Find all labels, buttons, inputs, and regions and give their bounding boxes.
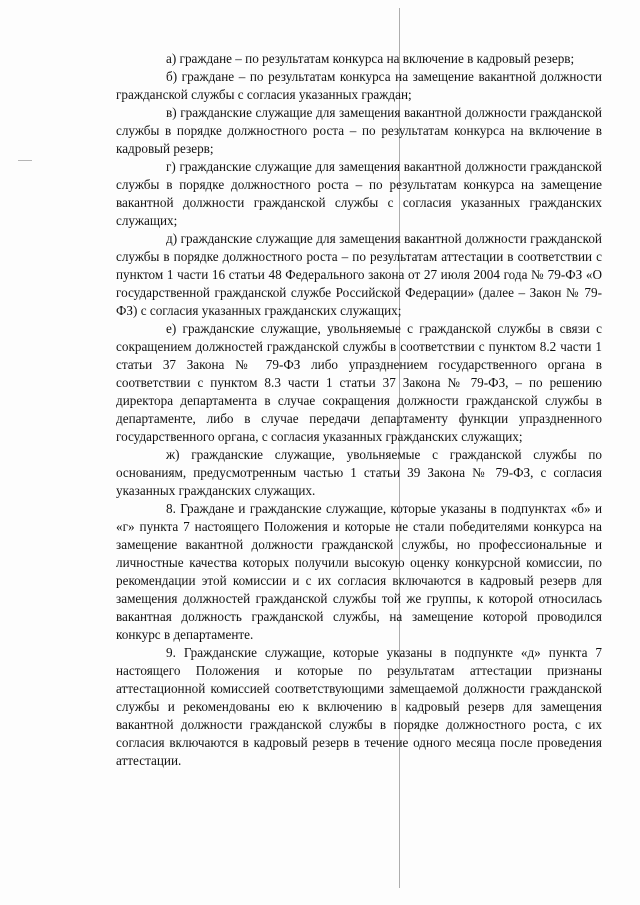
paragraph-8: 8. Граждане и гражданские служащие, которые указаны в подпунктах «б» и «г» пункта 7 настоящего Положения и которые не стали победителями конкурса на замещение вакантной должности гражданской службы, но профессиональные и личностные качества которых получили высокую оценку конкурсной комиссии, по рекомендации этой комиссии и с их согласия включаются в кадровый резерв для замещения должностей гражданской службы той же группы, к которой относилась вакантная должность гражданской службы, на замещение которой проводился конкурс в департаменте.: [116, 501, 602, 642]
item-a: а) граждане – по результатам конкурса на включение в кадровый резерв;: [166, 51, 575, 66]
document-body: [116, 50, 602, 770]
item-e: е) гражданские служащие, увольняемые с гражданской службы в связи с сокращением должностей гражданской службы в соответствии с пунктом 8.2 части 1 статьи 37 Закона № 79-ФЗ либо упразднением государственного органа в соответствии с пунктом 8.3 части 1 статьи 37 Закона № 79-ФЗ, – по решению директора департамента в случае сокращения должности гражданской службы в департаменте, либо в случае передачи департаменту функции упраздненного государственного органа, с согласия указанных гражданских служащих;: [116, 321, 602, 444]
item-zh: ж) гражданские служащие, увольняемые с гражданской службы по основаниям, предусмотренным частью 1 статьи 39 Закона № 79-ФЗ, с согласия указанных гражданских служащих.: [116, 447, 602, 498]
item-v: в) гражданские служащие для замещения вакантной должности гражданской службы в порядке должностного роста – по результатам конкурса на включение в кадровый резерв;: [116, 105, 602, 156]
item-b: б) граждане – по результатам конкурса на замещение вакантной должности гражданской службы с согласия указанных граждан;: [116, 69, 602, 102]
item-d: д) гражданские служащие для замещения вакантной должности гражданской службы в порядке должностного роста – по результатам аттестации в соответствии с пунктом 1 части 16 статьи 48 Федерального закона от 27 июля 2004 года № 79-ФЗ «О государственной гражданской службе Российской Федерации» (далее – Закон № 79-ФЗ) с согласия указанных гражданских служащих;: [116, 231, 602, 318]
paragraph-9: 9. Гражданские служащие, которые указаны в подпункте «д» пункта 7 настоящего Положения и которые по результатам аттестации признаны аттестационной комиссией соответствующими замещаемой должности гражданской службы и рекомендованы ею к включению в кадровый резерв для замещения вакантной должности гражданской службы в порядке должностного роста, с их согласия включаются в кадровый резерв в течение одного месяца после проведения аттестации.: [116, 645, 602, 768]
item-g: г) гражданские служащие для замещения вакантной должности гражданской службы в порядке должностного роста – по результатам конкурса на замещение вакантной должности гражданской службы с согласия указанных гражданских служащих;: [116, 159, 602, 228]
scan-edge-mark: [18, 160, 32, 161]
